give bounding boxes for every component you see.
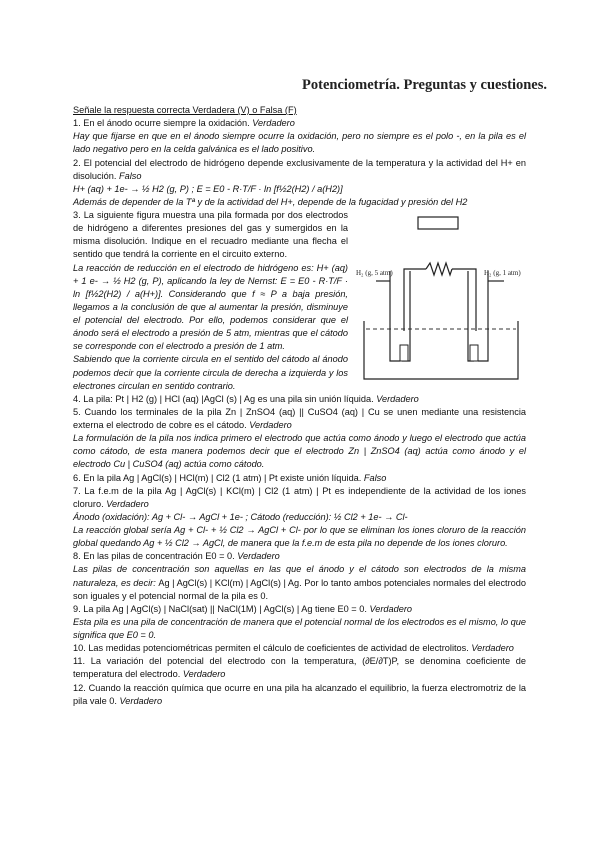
question-text: 8. En las pilas de concentración E0 = 0.	[73, 551, 238, 562]
question-text: 10. Las medidas potenciométricas permiten el cálculo de coeficientes de actividad de electrolitos.	[73, 643, 472, 654]
left-tube-outer	[390, 271, 400, 361]
question-text: 6. En la pila Ag | AgCl(s) | HCl(m) | Cl2 (1 atm) | Pt existe unión líquida.	[73, 472, 364, 483]
answer-verdict: Falso	[118, 170, 142, 181]
question-text: 4. La pila: Pt | H2 (g) | HCl (aq) |AgCl (s) | Ag es una pila sin unión líquida.	[73, 393, 377, 404]
right-gas-label: H₂ (g, 1 atm)	[484, 269, 521, 277]
question-text: 7. La f.e.m de la pila Ag | AgCl(s) | KCl(m) | Cl2 (1 atm) | Pt es independiente de la actividad de los iones cloruro.	[73, 485, 526, 509]
question-item	[73, 117, 526, 130]
question-item	[73, 406, 526, 432]
answer-explanation: Además de depender de la Tª y de la actividad del H+, depende de la fugacidad y presión del H2	[73, 196, 468, 207]
question-text: 11. La variación del potencial del electrodo con la temperatura, (∂E/∂T)P, se denomina coeficiente de temperatura del electrodo.	[73, 656, 526, 680]
answer-verdict: Verdadero	[249, 420, 292, 430]
hydrogen-cell-diagram	[356, 211, 526, 386]
question-text: 1. En el ánodo ocurre siempre la oxidación.	[73, 118, 253, 129]
cell-figure	[356, 211, 526, 386]
question-item	[73, 472, 526, 485]
answer-verdict: Verdadero	[237, 551, 280, 562]
beaker	[364, 321, 518, 379]
answer-explanation: H+ (aq) + 1e- → ½ H2 (g, P) ; E = E0 - R·T/F · ln [f½2(H2) / a(H2)]	[73, 183, 343, 194]
question-item	[73, 157, 526, 183]
answer-explanation: Hay que fijarse en que en el ánodo siempre ocurre la oxidación, pero no siempre es el polo -, en la pila es el lado negativo pero en la celda galvánica es el lado positivo.	[73, 131, 526, 155]
explanation-italic: Las pilas de concentración son aquellas en las que el ánodo y el cátodo son electrodos de la misma naturaleza, es decir:	[73, 564, 526, 588]
left-electrode	[400, 345, 408, 361]
answer-explanation: Ánodo (oxidación): Ag + Cl- → AgCl + 1e- ; Cátodo (reducción): ½ Cl2 + 1e- → Cl-	[73, 511, 408, 522]
resistor	[426, 263, 452, 275]
answer-explanation: Esta pila es una pila de concentración de manera que el potencial normal de los electrodos es el mismo, lo que significa que E0 = 0.	[73, 616, 526, 640]
answer-verdict: Falso	[363, 472, 387, 483]
question-item	[73, 485, 526, 511]
answer-explanation: La reacción de reducción en el electrodo de hidrógeno es: H+ (aq) + 1 e- → ½ H2 (g, P), aplicando la ley de Nernst: E = E0 - R·T/F · ln [f½2(H2) / a(H+)]. Considerando que f ≈ P a baja presión, llegamos a la conclusión de que al aumentar la presión, disminuye el potencial del electrodo. Por ello, podemos considerar que el ánodo será el electrodo a presión de 5 atm, mientras que el cátodo se corresponde con el electrodo a presión de 1 atm.	[73, 262, 348, 352]
question-item	[73, 603, 526, 616]
document-body	[73, 104, 526, 708]
answer-verdict: Verdadero	[119, 695, 163, 706]
question-text: 2. El potencial del electrodo de hidrógeno depende exclusivamente de la temperatura y la actividad del H+ en disolución.	[73, 157, 526, 181]
left-wire	[404, 269, 426, 331]
question-text: 3. La siguiente figura muestra una pila formada por dos electrodos de hidrógeno a diferentes presiones del gas y sumergidos en la misma disolución. Indique en el recuadro mediante una flecha el sentido que tendrá la corriente en el circuito externo.	[73, 210, 348, 260]
answer-verdict: Verdadero	[471, 643, 514, 654]
right-wire	[452, 269, 476, 331]
question-item	[73, 655, 526, 681]
question-item	[73, 550, 526, 563]
answer-explanation: La reacción global sería Ag + Cl- + ½ Cl2 → AgCl + Cl- por lo que se eliminan los iones cloruro de la reacción global quedando Ag + ½ Cl2 → AgCl, de manera que la f.e.m de esta pila no depende de los iones cloruro.	[73, 525, 526, 549]
question-item	[73, 563, 526, 602]
question-item	[73, 682, 526, 708]
question-text: 12. Cuando la reacción química que ocurre en una pila ha alcanzado el equilibrio, la fuerza electromotriz de la pila vale 0.	[73, 682, 526, 706]
instructions: Señale la respuesta correcta Verdadera (V) o Falsa (F)	[73, 105, 297, 115]
document-title: Potenciometría. Preguntas y cuestiones.	[302, 77, 547, 93]
answer-explanation: La formulación de la pila nos indica primero el electrodo que actúa como ánodo y luego el electrodo que actúa como cátodo, de esta manera podemos decir que el electrodo Zn | ZnSO4 (aq) actúa como ánodo y el electrodo Cu | CuSO4 (aq) actúa como cátodo.	[73, 433, 526, 470]
question-item	[73, 642, 526, 655]
right-tube-outer	[478, 271, 488, 361]
question-text: 5. Cuando los terminales de la pila Zn | ZnSO4 (aq) || CuSO4 (aq) | Cu se unen mediante una resistencia externa el electrodo de cobre es el cátodo.	[73, 406, 526, 430]
answer-verdict: Verdadero	[252, 118, 295, 129]
explanation-text: Ag | AgCl(s) | KCl(m) | AgCl(s) | Ag. Por lo tanto ambos potenciales normales del electrodo son iguales y el potencial normal de la pila es 0.	[73, 577, 526, 601]
answer-verdict: Verdadero	[106, 498, 149, 509]
left-gas-label: H₂ (g, 5 atm)	[356, 269, 393, 277]
arrow-answer-box	[418, 217, 458, 229]
question-text: 9. La pila Ag | AgCl(s) | NaCl(sat) || NaCl(1M) | AgCl(s) | Ag tiene E0 = 0.	[73, 603, 370, 614]
questions-list	[73, 117, 526, 708]
answer-verdict: Verdadero	[376, 393, 419, 404]
question-item	[73, 393, 526, 406]
right-electrode	[470, 345, 478, 361]
answer-verdict: Verdadero	[182, 669, 226, 680]
answer-explanation: Sabiendo que la corriente circula en el sentido del cátodo al ánodo podemos decir que la corriente circula de derecha a izquierda y los electrones circulan en sentido contrario.	[73, 354, 348, 391]
answer-verdict: Verdadero	[369, 603, 413, 614]
